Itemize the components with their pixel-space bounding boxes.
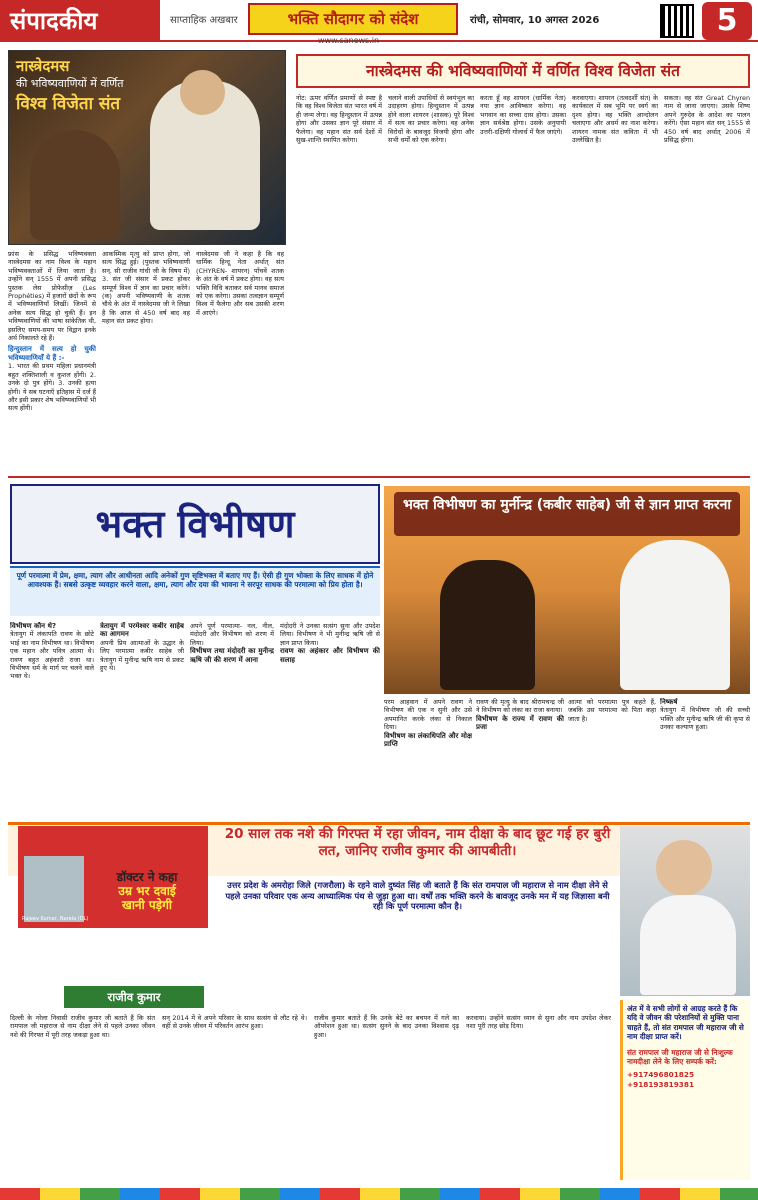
article1-col7: करवाएगा। शायरन (तत्वदर्शी संत) के कार्यकाल में सब भूमि पर स्वर्ग का दृश्य होगा। वह भक्ति आन्दोलन चलाएगा और अधर्म का नाश करेगा। शायरन नामक संत कविता में भी उल्लेखित है। [572, 94, 658, 145]
article2-col6-text: रावण की मृत्यु के बाद श्रीरामचन्द्र जी ने विभीषण को लंका का राजा बनाया। [476, 698, 564, 715]
rajeev-photo [24, 856, 84, 922]
article2-col5 [384, 698, 472, 814]
article1-col5: चलाने वाली उपाधियों से स्वयंभूल का उदाहरण होगा। हिन्दुस्तान में उत्पन्न होने वाला शायरन (शासक) पूरे विश्व में सत्य का प्रचार करेगा। वह अनेक विरोधों के बावजूद विजयी होगा और सभी धर्मों को एक करेगा। [388, 94, 474, 145]
saint-head [180, 70, 225, 115]
ad-line3: खानी पड़ेगी [122, 898, 172, 912]
article3-col1: दिल्ली के नरेला निवासी राजीव कुमार जी बताते हैं कि संत रामपाल जी महाराज से नाम दीक्षा लेने से पहले उनका जीवन नशे की गिरफ्त में पूरी तरह जकड़ा हुआ था। [10, 1014, 155, 1039]
image-title-line3: विश्व विजेता संत [16, 94, 121, 114]
article2-col8-text: त्रेतायुग में विभीषण जी की सच्ची भक्ति और मुनीन्द्र ऋषि जी की कृपा से उनका कल्याण हुआ। [660, 706, 750, 732]
article2-col3-text: अपने पूर्ण परमात्मा- नल, नील, मंदोदरी और विभीषण को शरण में लिया। [190, 622, 274, 647]
article2-col4-head: रावण का अहंकार और विभीषण की सलाह [280, 647, 380, 664]
article1-col1b-text: 1. भारत की प्रथम महिला प्रधानमंत्री बहुत शक्तिशाली व कुशल होंगी। 2. उनके दो पुत्र होंगे। 3. उनकी हत्या होगी। ये सब घटनाएँ इतिहास में दर्ज हैं और इसी प्रकार शेष भविष्यवाणियाँ भी सत्य होंगी। [8, 362, 96, 413]
article2-col4 [280, 622, 380, 814]
name-tag: राजीव कुमार [64, 986, 204, 1008]
article1-col8: सकता। वह संत Great Chyren नाम से जाना जाएगा। उसके शिष्य अपने गुरुदेव के आदेश का पालन करेंगे। ऐसा महान संत सन् 1555 से 450 वर्ष बाद अर्थात् 2006 में प्रसिद्ध होगा। [664, 94, 750, 145]
article3-col4: करवाया। उन्होंने सत्संग ध्यान से सुना और नाम उपदेश लेकर नशा पूरी तरह छोड़ दिया। [466, 1014, 611, 1031]
article2-intro: पूर्ण परमात्मा में प्रेम, क्षमा, त्याग और आधीनता आदि अनेकों गुण सृष्टिभक्त में बताए गए हैं। ऐसी ही गुण भोक्ता के लिए साधक में होने आवश्यक हैं। सबसे उत्कृष्ट व्यवहार करने वाला, क्षमा, त्याग और दया की भावना ने सरपूर साधक की परमात्मा को प्रिय होता है। [10, 566, 380, 616]
article2-col3 [190, 622, 274, 814]
article2-col8-head: निष्कर्ष [660, 698, 678, 706]
vibhishan-image-banner: भक्त विभीषण का मुर्नीन्द्र (कबीर साहेब) जी से ज्ञान प्राप्त करना [394, 492, 740, 536]
color-strip-footer [0, 1188, 758, 1200]
munindra-figure [620, 540, 730, 690]
article3-headline: 20 साल तक नशे की गिरफ्त में रहा जीवन, नाम दीक्षा के बाद छूट गई हर बुरी लत, जानिए राजीव कुमार की आपबीती। [224, 826, 611, 859]
ad-line2: उम्र भर दवाई [118, 884, 176, 898]
article3-col3: राजीव कुमार बताते हैं कि उनके बेटे का बचपन में गले का ऑपरेशन हुआ था। सत्संग सुनने के बाद उनका विश्वास दृढ़ हुआ। [314, 1014, 459, 1039]
paper-name: भक्ति सौदागर को संदेश [248, 3, 458, 35]
phone-1[interactable]: +917496801825 [627, 1070, 695, 1080]
section-title: संपादकीय [0, 0, 160, 42]
article1-headline: नास्त्रेदमस की भविष्यवाणियों में वर्णित विश्व विजेता संत [296, 54, 750, 88]
dateline: रांची, सोमवार, 10 अगस्त 2026 [470, 15, 600, 26]
article2-col2-text: अपनी प्रिय आत्माओं के उद्धार के लिए परमात्मा कबीर साहेब जी त्रेतायुग में मुनीन्द्र ऋषि नाम से प्रकट हुए थे। [100, 638, 184, 673]
ad-line1: डॉक्टर ने कहा [116, 870, 178, 884]
ad-caption: Rajeev Kumar, Narela (DL) [22, 916, 89, 922]
image-title-line1: नास्त्रेदमस [16, 57, 70, 75]
article2-col1 [10, 622, 94, 814]
article1-col1-text: फ्रांस के प्रसिद्ध भविष्यवक्ता नास्त्रेदमस का नाम विश्व के महान भविष्यवक्ताओं में लिया जाता है। उन्होंने सन् 1555 में अपनी प्रसिद्ध पुस्तक लेस प्रोफेसीज़ (Les Prophéties) में हजारों छंदों के रूप में भविष्यवाणियाँ लिखीं। जिनमें से अनेक सत्य सिद्ध हो चुकी हैं। इन भविष्यवाणियों की भाषा सांकेतिक थी, इसलिए समय-समय पर विद्वान इनके अर्थ निकालते रहे हैं। [8, 250, 96, 343]
article3-intro: उत्तर प्रदेश के अमरोहा जिले (गजरौला) के रहने वाले दुष्यंत सिंह जी बताते हैं कि संत रामपाल जी महाराज से नाम दीक्षा लेने से पहले उनका परिवार एक अन्य आध्यात्मिक पंथ से जुड़ा हुआ था। वर्षों तक भक्ति करने के बावजूद उनके मन में यह जिज्ञासा बनी रही कि पूर्ण परमात्मा कौन है। [225, 880, 610, 912]
article2-col6 [476, 698, 564, 814]
article2-col5-text: परम आहवान में अपने रावण ने विभीषण की एक न सुनी और उसे अपमानित करके लंका से निकाल दिया। [384, 698, 472, 732]
article2-col1-text: त्रेतायुग में लंकापति रावण के छोटे भाई का नाम विभीषण था। विभीषण एक महान और पवित्र आत्मा थे। रावण बहुत अहंकारी राजा था। विभीषण धर्म के मार्ग पर चलने वाले भक्त थे। [10, 630, 94, 681]
guru-head [656, 840, 712, 896]
article1-col4: नोट: ऊपर वर्णित प्रमाणों से स्पष्ट है कि वह विश्व विजेता संत भारत वर्ष में ही जन्म लेगा। वह हिन्दुस्तान में उत्पन्न होगा और उसका ज्ञान पूरे संसार में फैलेगा। वह महान संत सर्व देशों में सुख-शान्ति स्थापित करेगा। [296, 94, 382, 145]
contact-promo [620, 1000, 750, 1180]
article2-col2 [100, 622, 184, 814]
article1-col3: नास्त्रेदमस जी ने कहा है कि वह धार्मिक हिन्दू नेता अर्थात् संत (CHYREN- शायरन) पाँचवें शतक के अंत के वर्ष में प्रकट होगा। वह सत्य भक्ति विधि बताकर सर्व मानव समाज को एक करेगा। उसका तत्वज्ञान सम्पूर्ण विश्व में फैलेगा और सब उसकी शरण में आएंगे। [196, 250, 284, 317]
article3-col2: सन् 2014 में वे अपने परिवार के साथ सत्संग से लौट रहे थे। वहीं से उनके जीवन में परिवर्तन आरंभ हुआ। [162, 1014, 307, 1031]
promo-contact: संत रामपाल जी महाराज जी से निःशुल्क नामदीक्षा लेने के लिए सम्पर्क करें: [627, 1047, 733, 1067]
article2-col8 [660, 698, 750, 814]
image-title [16, 56, 166, 114]
phone-2[interactable]: +918193819381 [627, 1079, 695, 1089]
page-number: 5 [702, 2, 752, 40]
qr-code-icon [660, 4, 694, 38]
article1-col2: आकस्मिक मृत्यु को प्राप्त होगा, जो सत्य सिद्ध हुई। (पुस्तक भविष्यवाणी सन्. सी राजीव गांधी जी के विषय में) 3. संत जी संसार में प्रकट होकर सम्पूर्ण विश्व में ज्ञान का प्रचार करेंगे। (क) अपनी भविष्यवाणी के शतक चौथे के अंत में नास्त्रेदमस जी ने लिखा है कि आज से 450 वर्ष बाद वह महान संत प्रकट होगा। [102, 250, 190, 326]
article2-col1-head: विभीषण कौन थे? [10, 622, 57, 630]
article2-col3-head: विभीषण तथा मंदोदरी का मुनीन्द्र ऋषि जी की शरण में आना [190, 647, 274, 664]
article1-col6: करता हूँ वह शायरन (धार्मिक नेता) नया ज्ञान आविष्कार करेगा। वह भगवान का सच्चा दास होगा। उसका ज्ञान सर्वश्रेष्ठ होगा। उसके अनुयायी उत्तरी-दक्षिणी गोलार्ध में फैल जाएंगे। [480, 94, 566, 136]
nostradamus-figure [30, 130, 120, 240]
article2-col6-head: विभीषण के राज्य में रावण की प्रजा [476, 714, 564, 732]
image-title-line2: की भविष्यवाणियों में वर्णित [16, 77, 124, 90]
article1-col1-head: हिन्दुस्तान में सत्य हो चुकी भविष्यवाणियाँ ये हैं :- [8, 345, 96, 362]
site-url[interactable]: www.sanews.in [318, 36, 380, 45]
article1-col1 [8, 250, 96, 472]
article2-col4-text: मंदोदरी ने उनका सत्संग सुना और उपदेश लिया। विभीषण ने भी मुनीन्द्र ऋषि जी से ज्ञान प्राप्त किया। [280, 622, 380, 647]
article2-col5-head: विभीषण का लंकाधिपति और मोक्ष प्राप्ति [384, 731, 472, 749]
article2-col2-head: त्रेतायुग में परमेश्वर कबीर साहेब का आगमन [100, 622, 184, 639]
vibhishan-figure [440, 560, 535, 690]
promo-text: अंत में वे सभी लोगों से आग्रह करते हैं कि यदि वे जीवन की परेशानियों से मुक्ति पाना चाहते हैं, तो संत रामपाल जी महाराज जी से नाम दीक्षा प्राप्त करें। [627, 1004, 744, 1042]
ad-text [92, 870, 202, 912]
article2-title: भक्त विभीषण [10, 484, 380, 564]
guru-body [640, 895, 736, 995]
section-divider [8, 476, 750, 478]
article2-col7: आत्मा को परमात्मा पुत्र कहते हैं, जबकि उस परमात्मा को पिता कहा जाता है। [568, 698, 656, 723]
weekly-label: साप्ताहिक अखबार [170, 15, 238, 26]
